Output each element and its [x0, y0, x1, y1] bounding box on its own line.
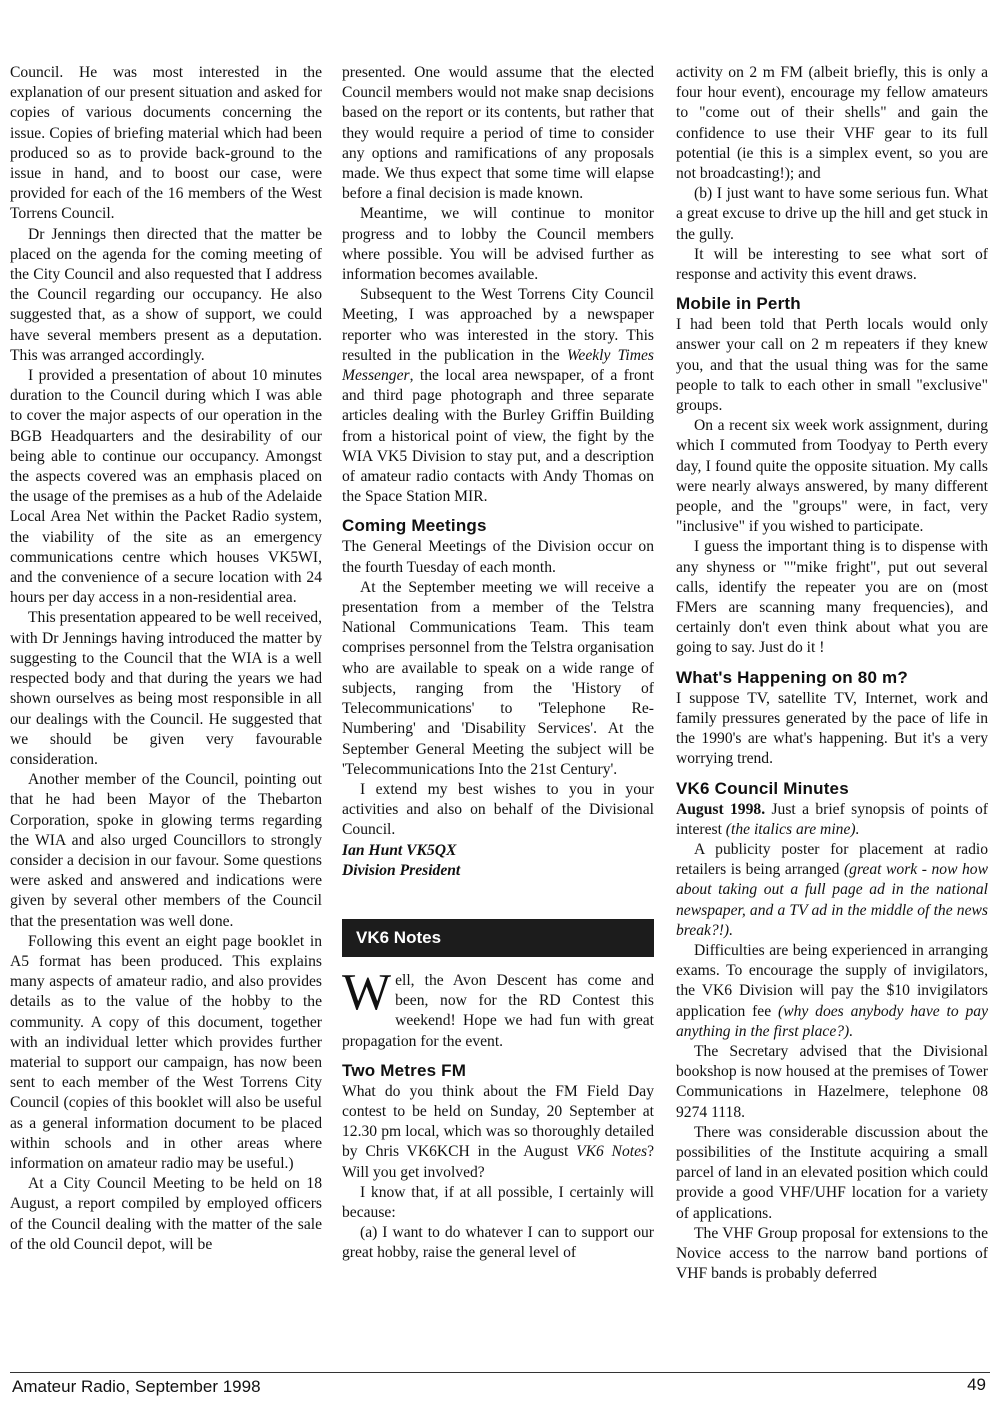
paragraph: Following this event an eight page booklet in A5 format has been produced. This explains many aspects of amateur radio, and also provides details as to the value of the hobby to the community. A copy of this document, together with an individual letter which provides further material to support our campaign, has now been sent to each member of the West Torrens City Council (copies of this booklet will also be useful as a general information document to be placed within schools and in other areas where information on amateur radio may be useful.)	[10, 932, 322, 1172]
column-1	[10, 63, 322, 1255]
paragraph: activity on 2 m FM (albeit briefly, this is only a four hour event), encourage my fellow amateurs to "come out of their shells" and gain the confidence to use their VHF gear to its full potential (ie this is a simplex event, so you are not broadcasting!); and	[676, 64, 988, 183]
drop-cap: W	[342, 963, 392, 1021]
paragraph: I provided a presentation of about 10 minutes duration to the Council during which I was able to cover the major aspects of our operation in the BGB Headquarters and the desirability of our being able to continue our occupancy. Amongst the aspects covered was an emphasis placed on the usage of the premises as a hub of the Adelaide Local Area Net within the Packet Radio system, the viability of the site as an emergency communications centre which houses VK5WI, and the convenience of a secure location with 24 hours per day access in a non-residential area.	[10, 367, 322, 607]
paragraph: At the September meeting we will receive a presentation from a member of the Telstra National Communications Team. This team comprises personnel from the Telstra organisation who are available to speak on a wide range of subjects, ranging from the 'History of Telecommunications' to 'Telephone Re-Numbering' and 'Disability Services'. At the September General Meeting the subject will be 'Telecommunications Into the 21st Century'.	[342, 578, 654, 778]
italic-note: (why does anybody have to pay anything in the first place?).	[676, 1002, 988, 1040]
paragraph	[676, 800, 988, 840]
text-run: ell, the Avon Descent has come and been, now for the RD Contest this weekend! Hope we had fun with great propagation for the event.	[342, 971, 654, 1050]
section-heading-mobile-in-perth: Mobile in Perth	[676, 294, 801, 314]
section-heading-coming-meetings: Coming Meetings	[342, 516, 487, 536]
paragraph: presented. One would assume that the elected Council members would not make snap decisions based on the report or its contents, but rather that they would require a period of time to consider any options and ramifications of any proposals made. We thus expect that some time will elapse before a final decision is made known.	[342, 64, 654, 203]
signature-name: Ian Hunt VK5QX	[342, 841, 457, 859]
paragraph: The General Meetings of the Division occur on the fourth Tuesday of each month.	[342, 538, 654, 576]
column-3	[676, 63, 988, 1284]
text-run: Subsequent to the West Torrens City Council Meeting, I was approached by a newspaper reporter who was interested in the story. This resulted in the publication in the	[342, 286, 654, 364]
paragraph: Meantime, we will continue to monitor progress and to lobby the Council members where possible. You will be advised further as information becomes available.	[342, 205, 654, 284]
paragraph: The Secretary advised that the Divisional bookshop is now housed at the premises of Tower Communications in Hazelmere, telephone 08 9274 1118.	[676, 1042, 988, 1121]
paragraph: There was considerable discussion about the possibilities of the Institute acquiring a small parcel of land in an elevated position which could provide a good VHF/UHF location for a variety of applications.	[676, 1123, 988, 1222]
text-run: Difficulties are being experienced in arranging exams. To encourage the supply of invigilators, the VK6 Division will pay the $10 invigilators application fee	[676, 941, 988, 1020]
paragraph: Council. He was most interested in the explanation of our present situation and asked for copies of various documents concerning the issue. Copies of briefing material which had been produced so as to provide back-ground to the issue in hand, and to boost our case, were provided for each of the 16 members of the West Torrens Council.	[10, 64, 322, 223]
section-heading-council-minutes: VK6 Council Minutes	[676, 778, 849, 798]
text-run: , the local area newspaper, of a front and third page photograph and three separate articles dealing with the Burley Griffin Building from a historical point of view, the fight by the WIA VK5 Division to stay put, and a description of amateur radio contacts with Andy Thomas on the Space Station MIR.	[342, 367, 654, 506]
paragraph	[342, 1082, 654, 1183]
column-2	[342, 63, 654, 1264]
paragraph	[676, 941, 988, 1042]
paragraph	[676, 840, 988, 941]
text-run: Just a brief synopsis of points of interest	[676, 800, 988, 838]
italic-note: (great work - now how about taking out a full page ad in the national newspaper, and a TV ad in the middle of the news break?!).	[676, 861, 988, 939]
footer-divider	[10, 1372, 990, 1373]
paragraph: At a City Council Meeting to be held on 18 August, a report compiled by employed officers of the Council dealing with the matter of the sale of the old Council depot, will be	[10, 1175, 322, 1253]
paragraph: Dr Jennings then directed that the matter be placed on the agenda for the coming meeting of the City Council and also requested that I address the Council regarding our occupancy. He also suggested that, as a show of support, we could have several members present as a deputation. This was arranged accordingly.	[10, 225, 322, 364]
text-run: A publicity poster for placement at radio retailers is being arranged	[676, 840, 988, 879]
date-lead: August 1998.	[676, 800, 766, 818]
paragraph: It will be interesting to see what sort of response and activity this event draws.	[676, 245, 988, 284]
signature-title: Division President	[342, 861, 461, 879]
paragraph: The VHF Group proposal for extensions to the Novice access to the narrow band portions of VHF bands is probably deferred	[676, 1224, 988, 1283]
paragraph	[342, 285, 654, 507]
italic-note: (the italics are mine).	[725, 820, 860, 838]
text-run: What do you think about the FM Field Day contest to be held on Sunday, 20 September at 12.30 pm local, which was so thoroughly detailed by Chris VK6KCH in the August	[342, 1082, 654, 1161]
text-run: ? Will you get involved?	[342, 1143, 654, 1181]
section-heading-two-metres-fm: Two Metres FM	[342, 1060, 467, 1080]
paragraph: This presentation appeared to be well received, with Dr Jennings having introduced the matter by suggesting to the Council that the WIA is a well respected body and that during the years we had shown ourselves as being most responsible in all our dealings with the Council. He suggested that we should be given very favourable consideration.	[10, 609, 322, 768]
paragraph	[342, 963, 654, 1052]
paragraph: I suppose TV, satellite TV, Internet, work and family pressures generated by the pace of life in the 1990's are what's happening. But it's a very worrying trend.	[676, 689, 988, 768]
paragraph: I had been told that Perth locals would only answer your call on 2 m repeaters if they knew you, and that the usual thing was for the same people to talk to each other in small "exclusive" groups.	[676, 316, 988, 415]
paragraph: I know that, if at all possible, I certainly will because:	[342, 1183, 654, 1221]
paragraph: (a) I want to do whatever I can to support our great hobby, raise the general level of	[342, 1224, 654, 1262]
section-heading-whats-happening: What's Happening on 80 m?	[676, 667, 908, 687]
paragraph: I guess the important thing is to dispense with any shyness or ""mike fright", put out several calls, identify the repeater you are on (most FMers are scanning many frequencies), and certainly don't even think about what you are going to say. Just do it !	[676, 538, 988, 657]
paragraph: I extend my best wishes to you in your activities and also on behalf of the Divisional Council.	[342, 780, 654, 839]
paragraph: Another member of the Council, pointing out that he had been Mayor of the Thebarton Corporation, spoke in glowing terms regarding the WIA and also urged Councillors to strongly consider a decision in our favour. Some questions were asked and answered and indications were given by several other members of the Council that the presentation was well done.	[10, 771, 322, 930]
publication-name: Weekly Times Messenger	[342, 346, 654, 385]
footer-publication: Amateur Radio, September 1998	[12, 1377, 261, 1396]
paragraph: On a recent six week work assignment, during which I commuted from Toodyay to Perth every day, I found quite the opposite situation. My calls were nearly always answered, by many different people, and the "groups" were, in fact, very "inclusive" if you wished to participate.	[676, 417, 988, 536]
page-number: 49	[967, 1375, 986, 1394]
section-banner-vk6-notes: VK6 Notes	[342, 919, 654, 957]
publication-name: VK6 Notes	[576, 1143, 648, 1161]
paragraph: (b) I just want to have some serious fun. What a great excuse to drive up the hill and get stuck in the gully.	[676, 185, 988, 243]
